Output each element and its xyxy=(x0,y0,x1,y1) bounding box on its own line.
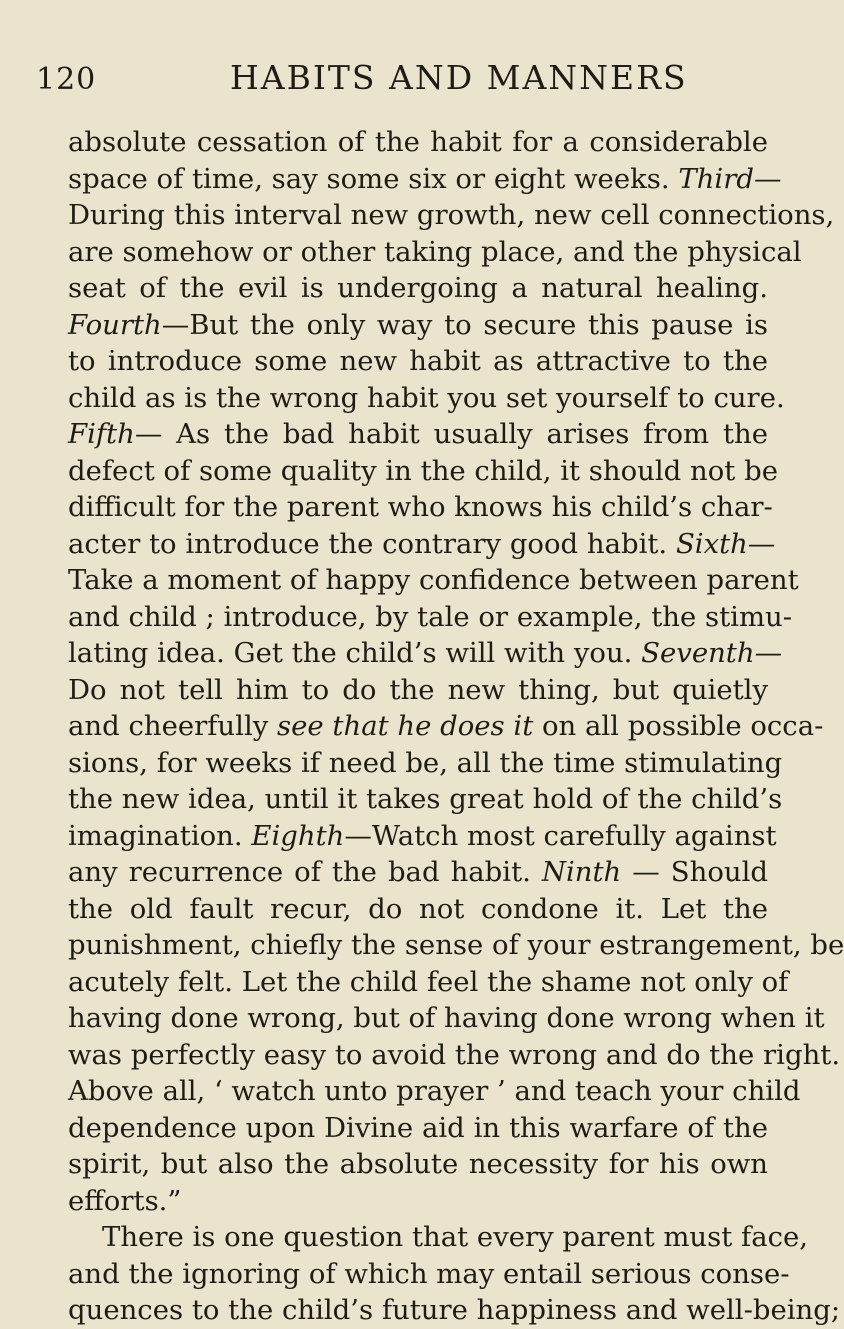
enumeration-third: Third— xyxy=(678,162,782,195)
running-head: HABITS AND MANNERS xyxy=(230,58,688,97)
paragraph-end-line: efforts.” xyxy=(68,1184,182,1217)
enumeration-fifth: Fifth xyxy=(68,418,135,450)
text-line: and the ignoring of which may entail serious conse- xyxy=(68,1257,790,1290)
text-line: space of time, say some six or eight weeks. Third— xyxy=(68,162,782,195)
text-line: child as is the wrong habit you set yourself to cure. xyxy=(68,381,785,414)
text-line: Fourth—But the only way to secure this pause is xyxy=(68,308,768,341)
text-line: and child ; introduce, by tale or example, the stimu- xyxy=(68,600,793,633)
text-line: lating idea. Get the child’s will with you. Seventh— xyxy=(68,637,783,669)
text-line: seat of the evil is undergoing a natural healing. xyxy=(68,272,768,304)
text-line: the new idea, until it takes great hold of the child’s xyxy=(68,783,783,815)
text-line: Fifth— As the bad habit usually arises from the xyxy=(68,418,768,450)
text-line: punishment, chiefly the sense of your estrangement, be xyxy=(68,929,844,961)
text-line: imagination. Eighth—Watch most carefully against xyxy=(68,819,777,852)
text-line: spirit, but also the absolute necessity for his own xyxy=(68,1148,768,1180)
text-line: having done wrong, but of having done wrong when it xyxy=(68,1002,825,1034)
text-line: During this interval new growth, new cell connections, xyxy=(68,199,835,231)
text-line: was perfectly easy to avoid the wrong and do the right. xyxy=(68,1038,841,1071)
italic-phrase-see-that: see that he does it xyxy=(277,710,534,742)
page-header xyxy=(0,58,800,98)
enumeration-sixth: Sixth— xyxy=(675,527,776,560)
text-line: defect of some quality in the child, it should not be xyxy=(68,454,778,487)
text-line: Do not tell him to do the new thing, but quietly xyxy=(68,673,768,706)
text-line: difficult for the parent who knows his child’s char- xyxy=(68,491,773,523)
text-line: acter to introduce the contrary good habit. Sixth— xyxy=(68,527,776,560)
enumeration-seventh: Seventh— xyxy=(641,637,783,669)
text-line: quences to the child’s future happiness and well-being; xyxy=(68,1294,841,1326)
enumeration-eighth: Eighth xyxy=(251,819,345,852)
text-line: absolute cessation of the habit for a considerable xyxy=(68,126,768,158)
text-line: any recurrence of the bad habit. Ninth — Should xyxy=(68,856,768,888)
text-line: dependence upon Divine aid in this warfare of the xyxy=(68,1111,768,1144)
text-line: acutely felt. Let the child feel the shame not only of xyxy=(68,965,789,998)
text-line: sions, for weeks if need be, all the time stimulating xyxy=(68,746,783,779)
text-line: Above all, ‘ watch unto prayer ’ and teach your child xyxy=(68,1075,801,1107)
text-line: the old fault recur, do not condone it. Let the xyxy=(68,892,768,925)
enumeration-ninth: Ninth xyxy=(541,856,622,888)
text-line: and cheerfully see that he does it on all possible occa- xyxy=(68,710,824,742)
body-text xyxy=(68,124,844,1329)
paragraph-start-line: There is one question that every parent must face, xyxy=(102,1221,809,1253)
text-line: are somehow or other taking place, and the physical xyxy=(68,235,802,268)
text-line: to introduce some new habit as attractive to the xyxy=(68,345,768,377)
enumeration-fourth: Fourth xyxy=(68,308,162,341)
text-line: Take a moment of happy confidence between parent xyxy=(68,564,799,596)
page-number: 120 xyxy=(36,62,97,97)
